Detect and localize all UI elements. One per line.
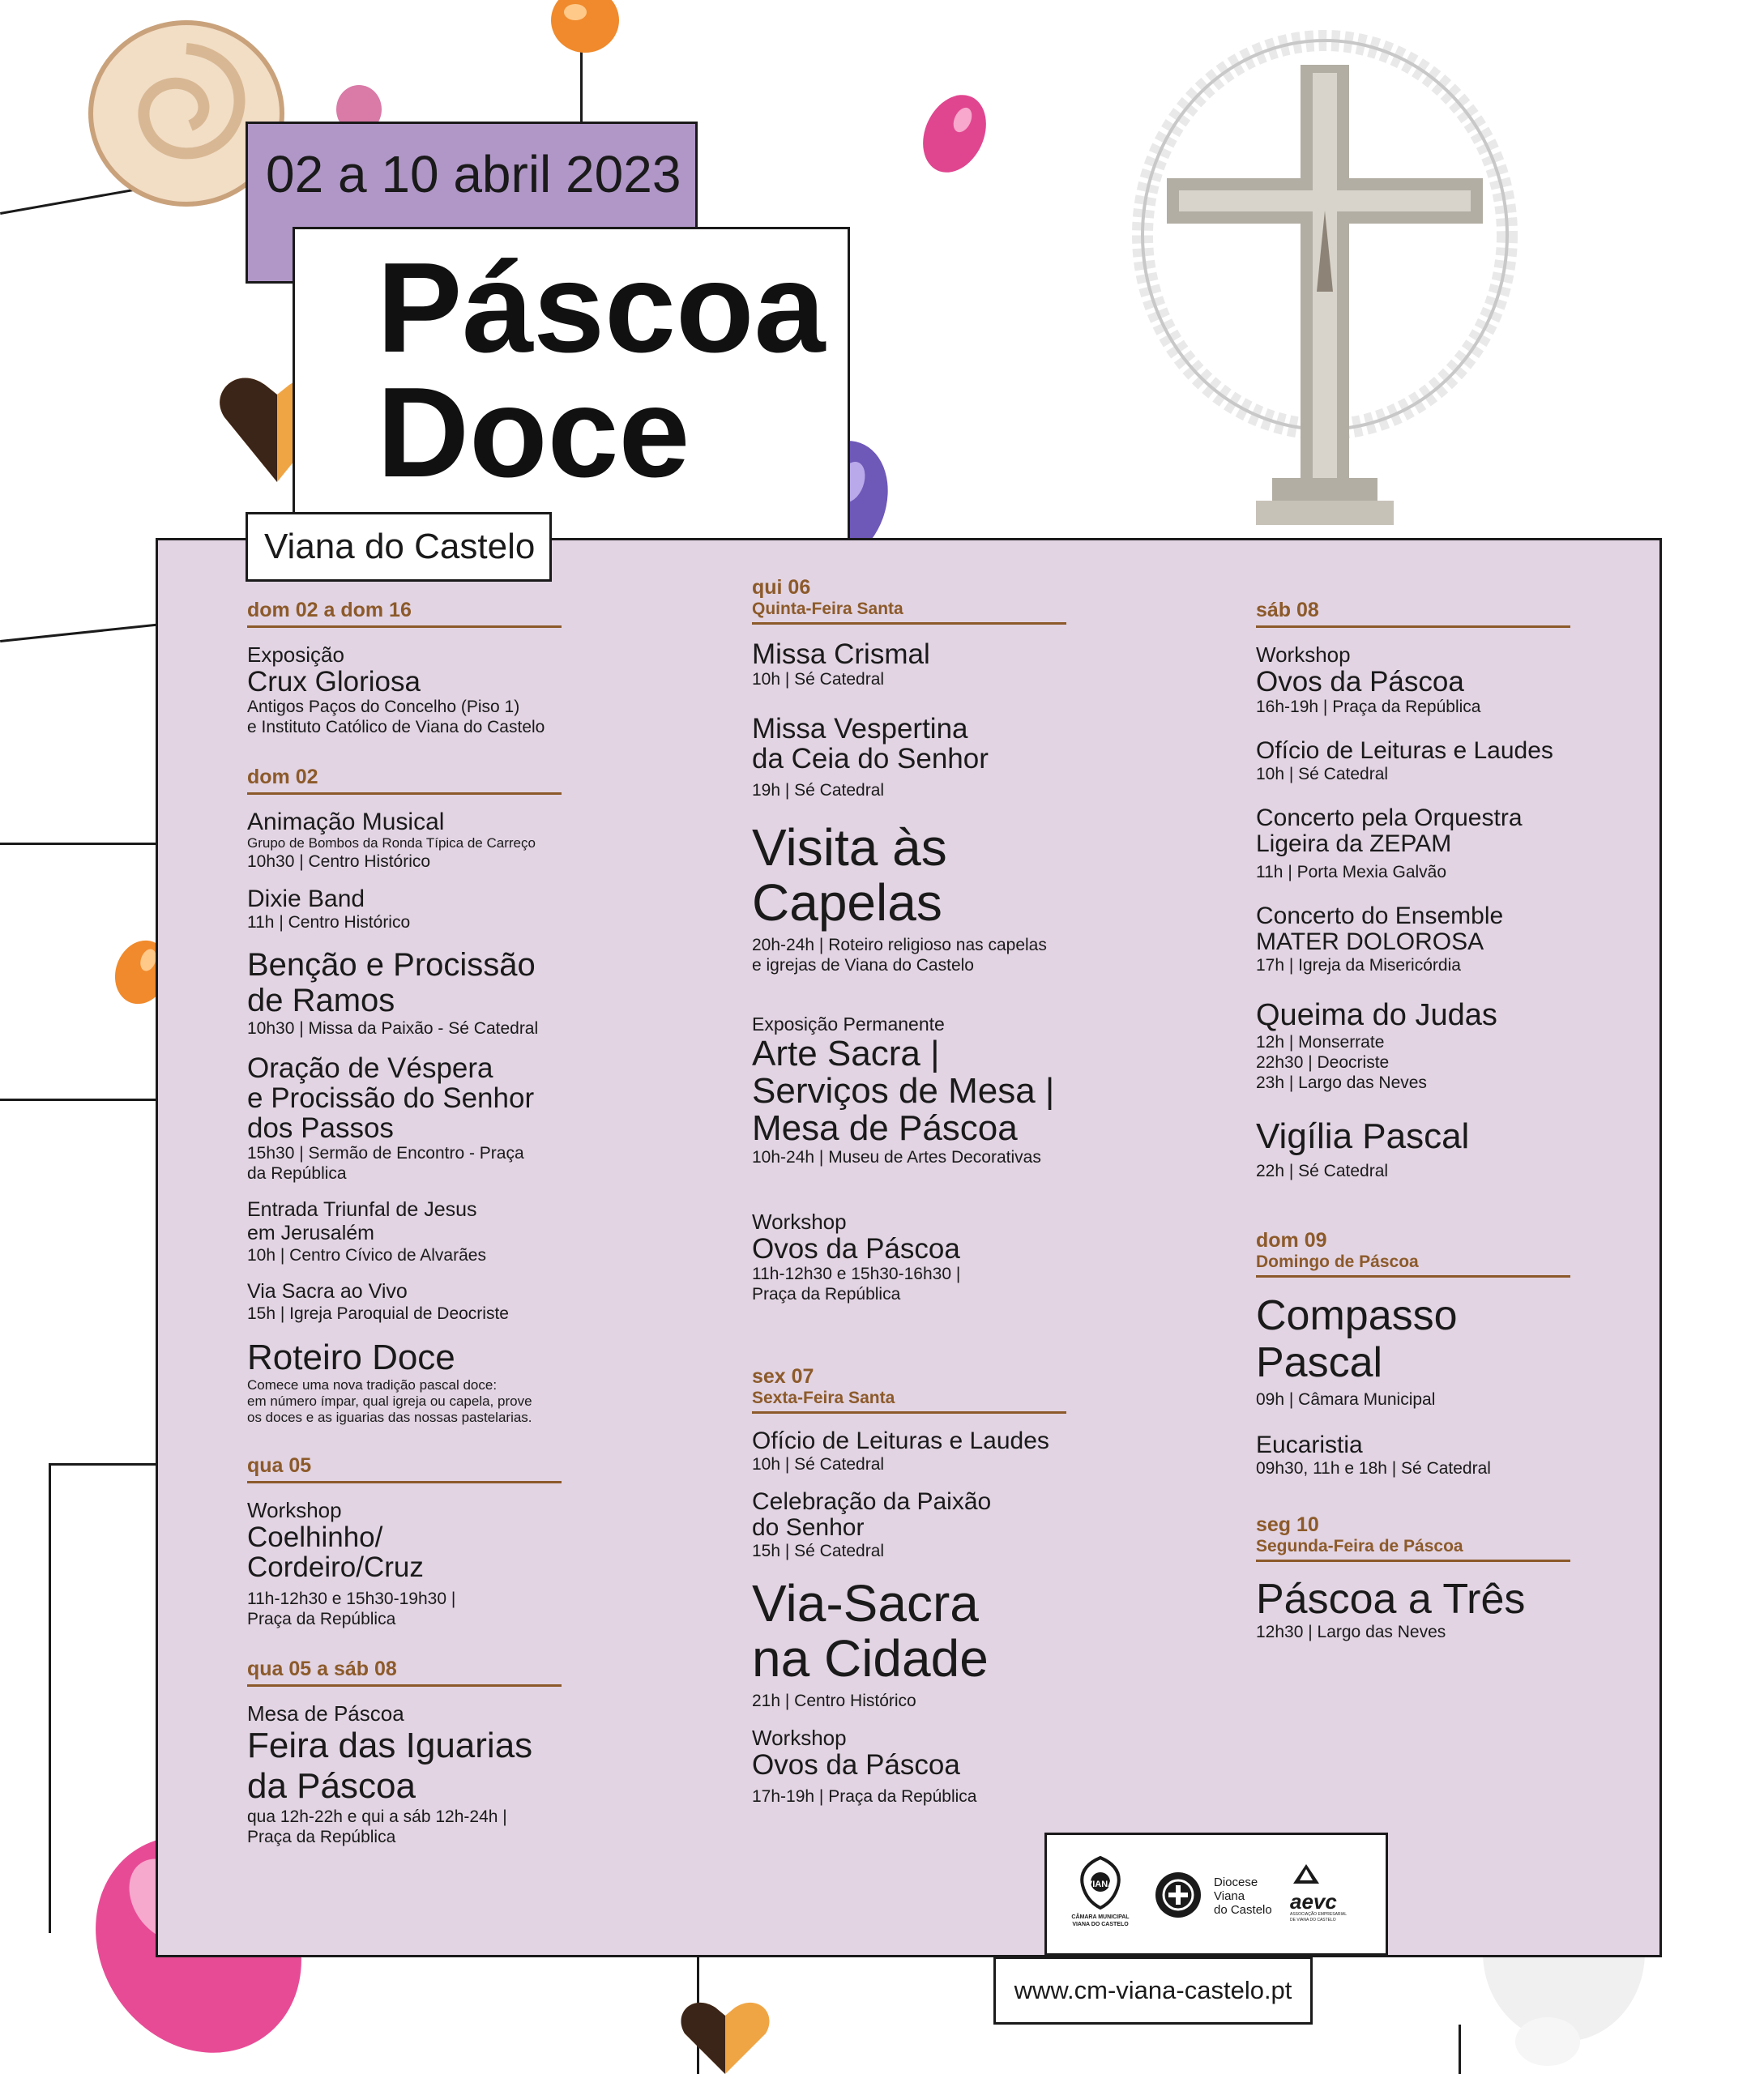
- orange-candy-image: [547, 0, 624, 57]
- day-header: qua 05 a sáb 08: [247, 1657, 562, 1687]
- event-category: Mesa de Páscoa: [247, 1701, 404, 1726]
- day-label: qui 06: [752, 576, 811, 599]
- event-item: [752, 1489, 1100, 1561]
- logo-caption: ASSOCIAÇÃO EMPRESARIAL: [1290, 1912, 1348, 1917]
- event-details: 21h | Centro Histórico: [752, 1692, 916, 1710]
- event-item: [752, 639, 1100, 689]
- diocese-label-line: Diocese: [1214, 1876, 1258, 1889]
- heart-cookie-image: [677, 1993, 774, 2074]
- event-item: [247, 1498, 587, 1629]
- logo-wordmark: VIANA: [1086, 1880, 1115, 1889]
- event-item: [247, 1338, 587, 1426]
- title-banner: [293, 227, 850, 547]
- event-item: [752, 1013, 1100, 1167]
- event-details: Praça da República: [247, 1610, 396, 1628]
- event-title: Animação Musical: [247, 809, 445, 835]
- connector-line: [49, 1463, 156, 1466]
- day-label: sex 07: [752, 1365, 814, 1388]
- program-column-1: [247, 598, 587, 1862]
- day-header: dom 02: [247, 765, 562, 795]
- event-title: Oração de Véspera: [247, 1052, 493, 1084]
- event-item: [1256, 1577, 1612, 1642]
- event-title: Celebração da Paixão: [752, 1488, 992, 1515]
- event-title: Páscoa a Três: [1256, 1576, 1526, 1623]
- aevc-logo: [1290, 1863, 1371, 1923]
- event-title: do Senhor: [752, 1514, 865, 1541]
- event-category: Exposição: [247, 642, 344, 667]
- event-details: Comece uma nova tradição pascal doce:: [247, 1377, 498, 1393]
- sponsor-logos: [1044, 1833, 1388, 1956]
- day-header: dom 02 a dom 16: [247, 598, 562, 628]
- event-details: 10h | Sé Catedral: [752, 670, 885, 689]
- event-title: Capelas: [752, 873, 942, 932]
- connector-line: [0, 623, 161, 642]
- logo-caption: DE VIANA DO CASTELO: [1290, 1918, 1336, 1923]
- event-title: Via-Sacra: [752, 1574, 979, 1632]
- event-title: da Páscoa: [247, 1766, 416, 1806]
- pink-candy-image: [914, 89, 995, 178]
- event-details: 09h | Câmara Municipal: [1256, 1390, 1436, 1409]
- event-details: 20h-24h | Roteiro religioso nas capelas: [752, 936, 1047, 954]
- diocese-logo: [1154, 1871, 1272, 1923]
- event-title: Feira das Iguarias: [247, 1726, 533, 1765]
- day-header: [752, 1364, 1066, 1414]
- event-category: Workshop: [1256, 642, 1351, 667]
- event-details: 10h | Sé Catedral: [752, 1455, 885, 1474]
- event-title: Coelhinho/: [247, 1521, 383, 1553]
- event-item: [247, 1701, 587, 1847]
- event-item: [247, 642, 587, 737]
- event-title: Ovos da Páscoa: [752, 1233, 960, 1265]
- event-details: Praça da República: [247, 1828, 396, 1846]
- connector-line: [0, 1099, 156, 1101]
- connector-line: [49, 1463, 51, 1933]
- event-title: Dixie Band: [247, 886, 365, 912]
- day-header: qua 05: [247, 1453, 562, 1483]
- diocese-label-line: Viana: [1214, 1889, 1245, 1903]
- event-details: 10h | Sé Catedral: [1256, 765, 1389, 783]
- event-title: Roteiro Doce: [247, 1338, 455, 1377]
- day-label: seg 10: [1256, 1513, 1319, 1536]
- event-title: Entrada Triunfal de Jesus: [247, 1198, 477, 1221]
- event-title: Queima do Judas: [1256, 998, 1497, 1032]
- event-subtitle: Grupo de Bombos da Ronda Típica de Carreço: [247, 835, 536, 851]
- event-title: Arte Sacra |: [752, 1034, 940, 1073]
- event-title: Ofício de Leituras e Laudes: [752, 1427, 1049, 1454]
- event-item: [1256, 642, 1612, 717]
- aevc-wordmark: aevc: [1290, 1889, 1337, 1914]
- day-label: dom 09: [1256, 1229, 1327, 1252]
- title-line: Páscoa: [377, 237, 826, 379]
- event-details: 10h-24h | Museu de Artes Decorativas: [752, 1148, 1041, 1167]
- day-subtitle: Sexta-Feira Santa: [752, 1389, 895, 1407]
- event-title: Mesa de Páscoa: [752, 1108, 1018, 1148]
- event-details: 19h | Sé Catedral: [752, 781, 885, 800]
- event-item: [752, 1428, 1100, 1474]
- diocese-label: [1214, 1876, 1272, 1917]
- event-title: Missa Crismal: [752, 638, 930, 670]
- program-column-3: [1256, 598, 1612, 1657]
- event-item: [247, 1053, 587, 1184]
- event-item: [1256, 1432, 1612, 1479]
- event-date-range: 02 a 10 abril 2023: [266, 145, 681, 203]
- event-details: 17h | Igreja da Misericórdia: [1256, 956, 1461, 975]
- aevc-emblem-icon: [1290, 1863, 1322, 1887]
- event-item: [752, 1726, 1100, 1807]
- event-item: [247, 886, 587, 932]
- day-header: sáb 08: [1256, 598, 1570, 628]
- event-details: e igrejas de Viana do Castelo: [752, 956, 974, 975]
- event-item: [1256, 998, 1612, 1093]
- event-title: dos Passos: [247, 1112, 394, 1144]
- event-title: Concerto pela Orquestra: [1256, 804, 1523, 831]
- event-details: Praça da República: [752, 1285, 901, 1304]
- event-details: 22h | Sé Catedral: [1256, 1162, 1389, 1180]
- day-header: [752, 575, 1066, 625]
- event-details: 11h-12h30 e 15h30-19h30 |: [247, 1590, 456, 1608]
- event-title: Missa Vespertina: [752, 713, 968, 745]
- day-subtitle: Domingo de Páscoa: [1256, 1253, 1419, 1271]
- event-details: 09h30, 11h e 18h | Sé Catedral: [1256, 1459, 1491, 1478]
- event-item: [1256, 1292, 1612, 1410]
- event-category: Workshop: [752, 1726, 847, 1750]
- event-item: [247, 947, 587, 1039]
- event-category: Workshop: [752, 1210, 847, 1234]
- event-category: Workshop: [247, 1498, 342, 1522]
- event-details: 12h30 | Largo das Neves: [1256, 1623, 1446, 1641]
- event-item: [752, 714, 1100, 800]
- event-title: Concerto do Ensemble: [1256, 903, 1504, 929]
- event-item: [1256, 805, 1612, 882]
- event-details: 15h30 | Sermão de Encontro - Praça: [247, 1144, 524, 1163]
- page-title: [377, 237, 826, 504]
- event-title: Ligeira da ZEPAM: [1256, 830, 1452, 857]
- event-title: MATER DOLOROSA: [1256, 928, 1484, 955]
- event-title: Vigília Pascal: [1256, 1116, 1470, 1156]
- event-title: Serviços de Mesa |: [752, 1071, 1055, 1111]
- event-item: [1256, 738, 1612, 784]
- event-item: [247, 1198, 587, 1265]
- event-details: 15h | Igreja Paroquial de Deocriste: [247, 1304, 509, 1323]
- event-details: 10h30 | Centro Histórico: [247, 852, 431, 871]
- event-title: Visita às: [752, 818, 947, 877]
- event-title: Ofício de Leituras e Laudes: [1256, 737, 1553, 764]
- event-title: Benção e Procissão: [247, 947, 536, 983]
- event-title: de Ramos: [247, 983, 395, 1018]
- day-subtitle: Segunda-Feira de Páscoa: [1256, 1537, 1463, 1556]
- cross-image: [1118, 24, 1531, 543]
- event-title: na Cidade: [752, 1629, 989, 1688]
- event-details: 23h | Largo das Neves: [1256, 1073, 1427, 1092]
- logo-caption: CÂMARA MUNICIPAL: [1071, 1914, 1130, 1920]
- event-item: [1256, 903, 1612, 975]
- event-details: Antigos Paços do Concelho (Piso 1): [247, 698, 520, 716]
- location-label: Viana do Castelo: [246, 512, 552, 582]
- event-details: 22h30 | Deocriste: [1256, 1053, 1390, 1072]
- event-item: [247, 809, 587, 872]
- event-details: 12h | Monserrate: [1256, 1033, 1385, 1052]
- event-details: 10h | Centro Cívico de Alvarães: [247, 1246, 486, 1265]
- day-header: [1256, 1228, 1570, 1278]
- event-title: e Procissão do Senhor: [247, 1082, 535, 1114]
- event-item: [1256, 1117, 1612, 1181]
- event-details: 11h-12h30 e 15h30-16h30 |: [752, 1265, 961, 1283]
- event-title: Cordeiro/Cruz: [247, 1551, 424, 1583]
- municipality-logo: [1068, 1856, 1133, 1928]
- event-title: Ovos da Páscoa: [752, 1749, 960, 1781]
- event-title: Crux Gloriosa: [247, 666, 421, 698]
- diocese-emblem-icon: [1154, 1871, 1202, 1919]
- event-title: Ovos da Páscoa: [1256, 666, 1464, 698]
- event-item: [752, 1576, 1100, 1711]
- event-item: [247, 1280, 587, 1324]
- event-title: Pascal: [1256, 1339, 1383, 1386]
- event-details: 15h | Sé Catedral: [752, 1542, 885, 1560]
- event-title: Compasso: [1256, 1292, 1458, 1339]
- event-details: 16h-19h | Praça da República: [1256, 698, 1481, 716]
- event-details: 11h | Centro Histórico: [247, 913, 411, 932]
- event-title: Via Sacra ao Vivo: [247, 1280, 408, 1303]
- event-details: em número ímpar, qual igreja ou capela, prove: [247, 1393, 532, 1409]
- program-column-2: [752, 575, 1100, 1821]
- diocese-label-line: do Castelo: [1214, 1903, 1272, 1917]
- event-details: qua 12h-22h e qui a sáb 12h-24h |: [247, 1807, 507, 1826]
- day-subtitle: Quinta-Feira Santa: [752, 600, 903, 618]
- event-title: da Ceia do Senhor: [752, 743, 989, 775]
- event-item: [752, 820, 1100, 975]
- event-details: 17h-19h | Praça da República: [752, 1787, 977, 1806]
- title-line: Doce: [377, 361, 690, 504]
- website-link[interactable]: www.cm-viana-castelo.pt: [993, 1957, 1313, 2025]
- event-details: da República: [247, 1164, 347, 1183]
- event-item: [752, 1210, 1100, 1304]
- event-details: os doces e as iguarias das nossas pastelarias.: [247, 1410, 532, 1425]
- event-details: e Instituto Católico de Viana do Castelo: [247, 718, 545, 736]
- event-title: em Jerusalém: [247, 1222, 374, 1244]
- event-details: 11h | Porta Mexia Galvão: [1256, 863, 1447, 881]
- event-details: 10h30 | Missa da Paixão - Sé Catedral: [247, 1019, 539, 1038]
- event-title: Eucaristia: [1256, 1432, 1363, 1458]
- day-header: [1256, 1513, 1570, 1562]
- event-category: Exposição Permanente: [752, 1014, 945, 1035]
- logo-caption: VIANA DO CASTELO: [1072, 1922, 1129, 1927]
- connector-line: [0, 843, 156, 845]
